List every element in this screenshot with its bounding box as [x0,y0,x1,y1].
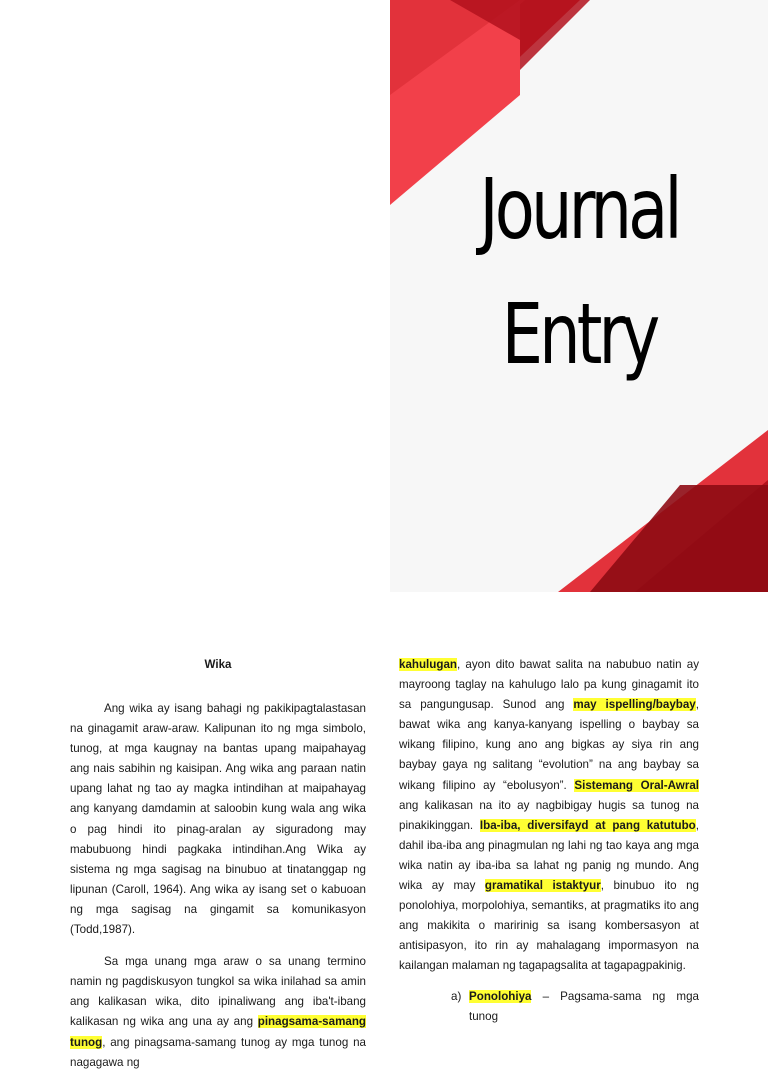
cover-title-line2: Entry [501,285,657,383]
right-page-column [399,655,699,1027]
section-heading: Wika [204,658,232,671]
list-item-ponolohiya [451,987,699,1027]
highlighted-term: Sistemang Oral-Awral [574,778,699,792]
list-item-text [469,987,699,1027]
highlighted-term: gramatikal istaktyur [484,879,601,893]
paragraph-kalikasan [70,952,366,1073]
cover-title-line1: Journal [479,160,679,258]
paragraph-kalikasan-continued [399,655,699,977]
paragraph-text: – Pagsama-sama ng mga tunog [469,989,699,1023]
paragraph-text: , binubuo ito ng ponolohiya, morpolohiya, semantiks, at pragmatiks ito ang ang makikita o maririnig sa isang kombersasyon at antisipasyon, ito rin ay mahalagang impormasyon na kailangan malaman ng tagapagsalita at tagapagpakinig. [399,879,699,973]
highlighted-term: Iba-iba, diversifayd at pang katutubo [479,818,696,832]
list-marker: a) [451,989,462,1003]
highlighted-term: may ispelling/baybay [573,698,696,712]
paragraph-text: , ang pinagsama-samang tunog ay mga tunog na nagagawa ng [70,1035,366,1069]
paragraph-text: , ayon dito bawat salita na nabubuo natin ay mayroong taglay na kahulugo lalo pa kung ginagamit ito sa pangungusap. Sunod ang [399,658,699,712]
highlighted-term: pinagsama-samang tunog [70,1015,366,1049]
highlighted-term: kahulugan [399,658,457,671]
paragraph-text: ang kalikasan na ito ay nagbibigay hugis sa tunog na pinakikinggan. [399,798,699,832]
paragraph-wika-definition: Ang wika ay isang bahagi ng pakikipagtalastasan na ginagamit araw-araw. Kalipunan ito ng mga simbolo, tunog, at mga kaugnay na bantas upang maipahayag ang nais sabihin ng kaisipan. Ang wika ang paraan natin upang lahat ng tao ay magka intindihan at maipahayag ang kanyang damdamin at saloobin kung wala ang wika o pag hindi ito pinag-aralan ay siguradong may mabubuong hindi pagkaka intindihan.Ang Wika ay sistema ng mga sagisag na binubuo at tinatanggap ng lipunan (Caroll, 1964). Ang wika ay isang set o kabuoan ng mga sagisag na gingamit sa komunikasyon (Todd,1987). [70,702,366,937]
cover-ribbon-bottom-dark [590,485,768,592]
paragraph-text: , bawat wika ang kanya-kanyang ispelling o baybay sa wikang filipino, kung ano ang bigkas ay siya rin ang baybay gaya ng salitang “evolution” na ang baybay sa wikang filipino ay “ebolusyon”. [399,698,699,792]
journal-cover [390,0,768,592]
left-page-column [70,655,366,1073]
highlighted-term: Ponolohiya [469,989,532,1003]
paragraph-text: , dahil iba-iba ang pinagmulan ng lahi ng tao kaya ang mga wika natin ay iba-iba sa lahat ng panig ng mundo. Ang wika ay may [399,818,699,893]
paragraph-text: Sa mga unang mga araw o sa unang termino namin ng pagdiskusyon tungkol sa wika inilahad sa amin ang kalikasan wika, dito ipinaliwang ang iba't-ibang kalikasan ng wika ang una ay ang [70,955,366,1029]
